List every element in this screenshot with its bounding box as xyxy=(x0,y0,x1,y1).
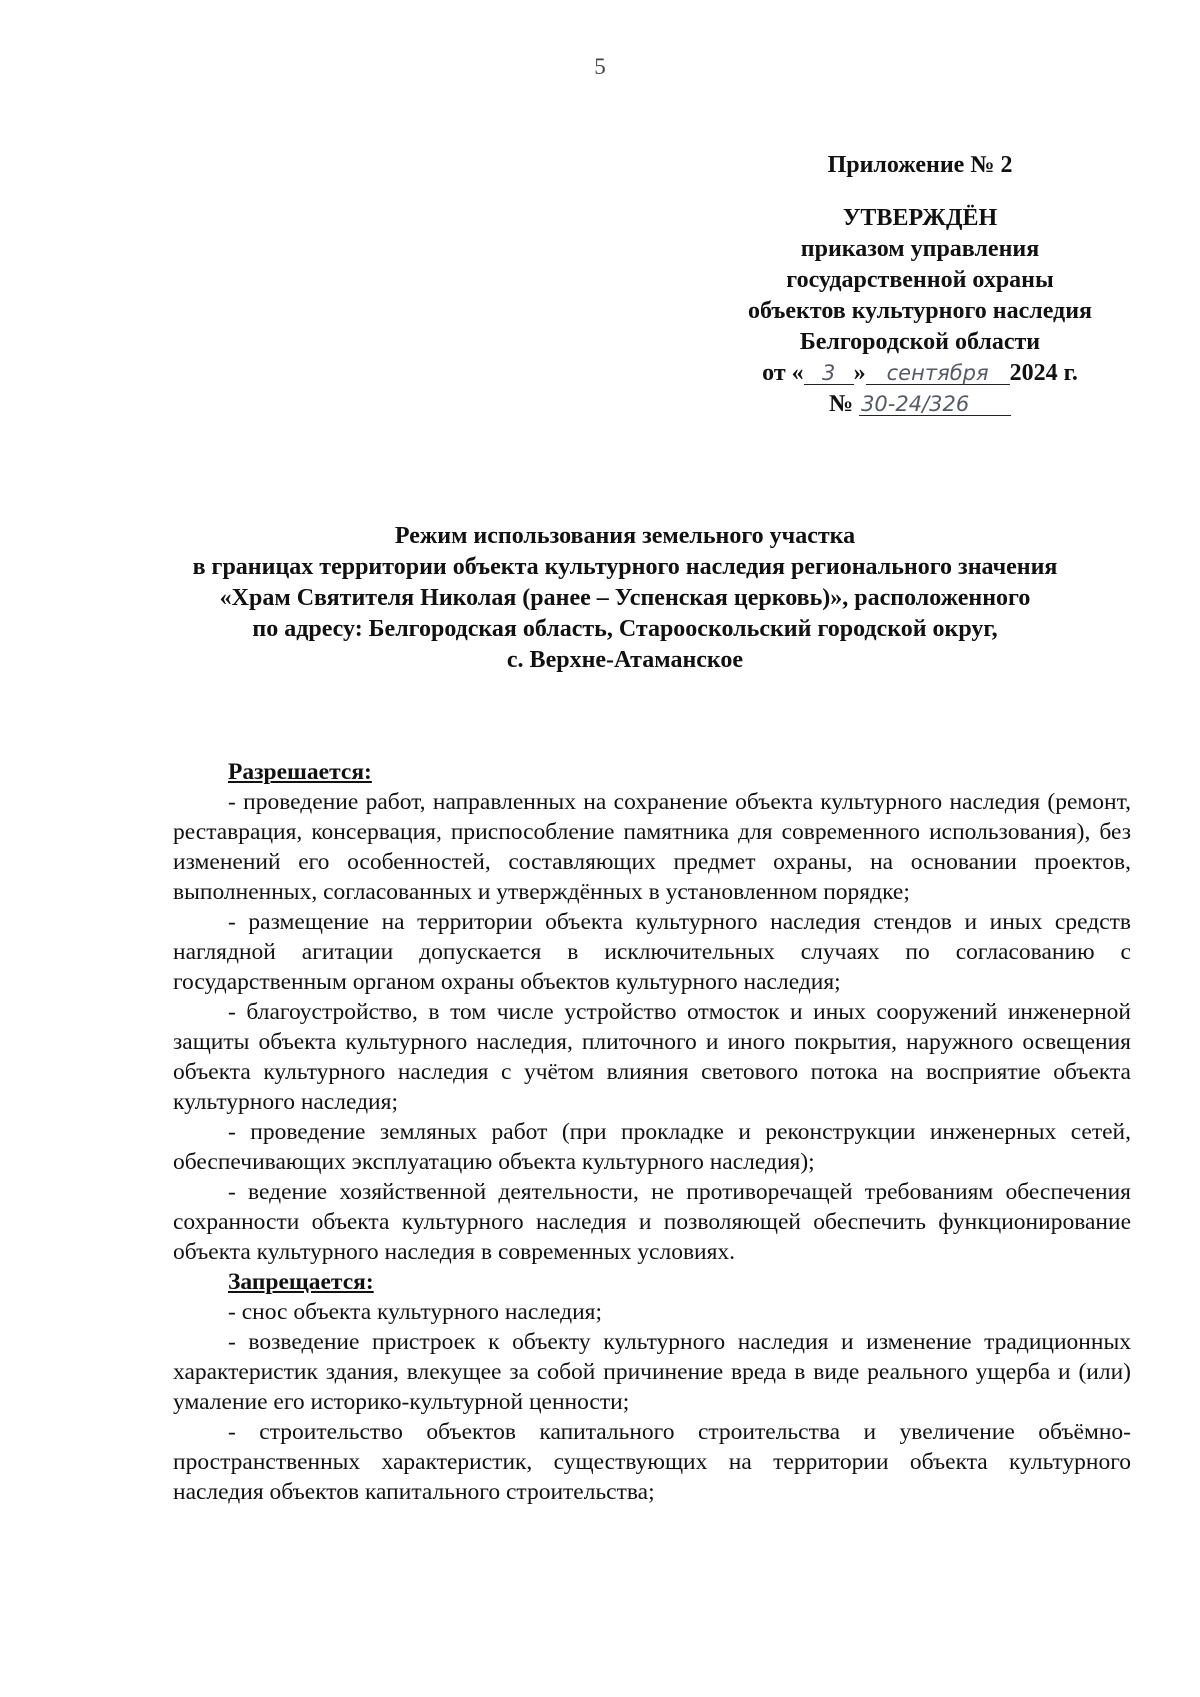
page-number: 5 xyxy=(594,54,606,79)
approval-block xyxy=(680,150,1160,420)
forbidden-heading: Запрещается: xyxy=(228,1269,374,1295)
title-line-1: Режим использования земельного участка xyxy=(394,523,856,549)
allowed-item: - благоустройство, в том числе устройство отмосток и иных сооружений инженерной защиты объекта культурного наследия, плиточного и иного покрытия, наружного освещения объекта культурного наследия с учётом влияния светового потока на восприятие объекта культурного наследия; xyxy=(173,999,1131,1115)
forbidden-item: - строительство объектов капитального строительства и увеличение объёмно-пространственных характеристик, существующих на территории объекта культурного наследия объектов капитального строительства; xyxy=(173,1419,1131,1505)
approval-line-3: объектов культурного наследия xyxy=(747,298,1093,324)
date-day: 3 xyxy=(804,362,854,385)
document-body xyxy=(173,757,1131,1507)
allowed-item: - ведение хозяйственной деятельности, не противоречащей требованиям обеспечения сохранности объекта культурного наследия и позволяющей обеспечить функционирование объекта культурного наследия в современных условиях. xyxy=(173,1179,1131,1265)
allowed-heading: Разрешается: xyxy=(228,759,372,785)
appendix-label: Приложение № 2 xyxy=(827,152,1013,178)
title-line-2: в границах территории объекта культурного наследия регионального значения xyxy=(192,554,1058,580)
approval-line-2: государственной охраны xyxy=(786,267,1054,293)
number-prefix: № xyxy=(828,391,854,417)
title-line-5: с. Верхне-Атаманское xyxy=(506,647,744,673)
approval-number xyxy=(680,389,1160,420)
title-line-3: «Храм Святителя Николая (ранее – Успенская церковь)», расположенного xyxy=(219,585,1031,611)
allowed-item: - размещение на территории объекта культурного наследия стендов и иных средств наглядной агитации допускается в исключительных случаях по согласованию с государственным органом охраны объектов культурного наследия; xyxy=(173,909,1131,995)
approved-heading: УТВЕРЖДЁН xyxy=(842,205,998,231)
date-prefix: от « xyxy=(762,360,804,386)
approval-line-4: Белгородской области xyxy=(799,329,1041,355)
approval-line-1: приказом управления xyxy=(800,236,1040,262)
document-title xyxy=(150,521,1100,676)
date-month: сентября xyxy=(866,362,1010,385)
number-value: 30-24/326 xyxy=(859,393,1011,416)
forbidden-item: - снос объекта культурного наследия; xyxy=(228,1299,602,1325)
allowed-item: - проведение земляных работ (при прокладке и реконструкции инженерных сетей, обеспечивающих эксплуатацию объекта культурного наследия); xyxy=(173,1119,1131,1175)
date-year: 2024 г. xyxy=(1009,360,1078,386)
date-mid: » xyxy=(853,360,866,386)
approval-date xyxy=(680,358,1160,389)
allowed-item: - проведение работ, направленных на сохранение объекта культурного наследия (ремонт, реставрация, консервация, приспособление памятника для современного использования), без изменений его особенностей, составляющих предмет охраны, на основании проектов, выполненных, согласованных и утверждённых в установленном порядке; xyxy=(173,789,1131,905)
forbidden-item: - возведение пристроек к объекту культурного наследия и изменение традиционных характеристик здания, влекущее за собой причинение вреда в виде реального ущерба и (или) умаление его историко-культурной ценности; xyxy=(173,1329,1131,1415)
title-line-4: по адресу: Белгородская область, Старооскольский городской округ, xyxy=(252,616,998,642)
